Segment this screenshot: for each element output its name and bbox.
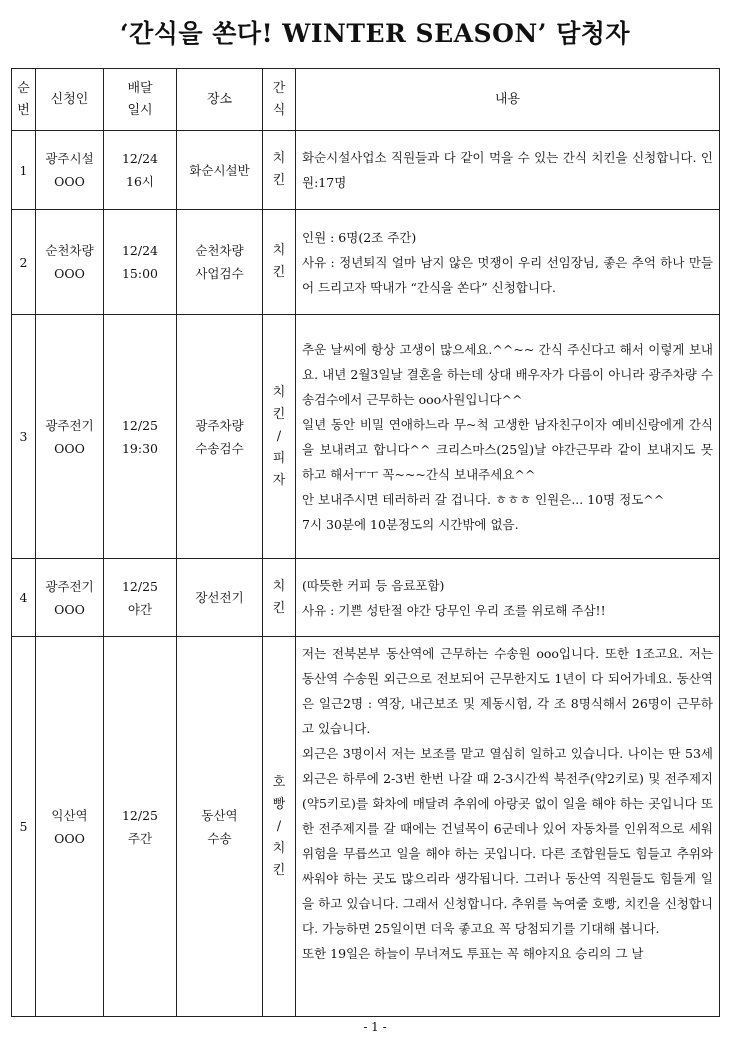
header-applicant: 신청인 (36, 69, 104, 131)
content-paragraph: 사유 : 정년퇴직 얼마 남지 않은 멋쟁이 우리 선임장님, 좋은 추억 하나 만들어 드리고자 딱내가 “간식을 쏜다” 신청합니다. (302, 254, 713, 295)
header-delivery-line: 일시 (127, 102, 153, 118)
content-paragraph: 저는 전북본부 동산역에 근무하는 수송원 ooo입니다. 또한 1조고요. 저는 동산역 수송원 외근으로 전보되어 근무한지도 1년이 다 되어가네요. 동산역은 일근2명 : 역장, 내근보조 및 제동시험, 각 조 8명식해서 26명이 근무하고 있습니다. (302, 646, 713, 736)
applicant-dept: 광주전기 (45, 417, 94, 433)
page-number: - 1 - (363, 1020, 387, 1034)
snack-char: 치 (272, 151, 286, 166)
place-line: 순천차량 (195, 243, 244, 258)
row-applicant (36, 559, 104, 637)
table-row (12, 637, 720, 1017)
row-delivery (104, 559, 177, 637)
applicant-dept: 광주시설 (45, 151, 94, 166)
row-content (296, 210, 720, 315)
applicant-dept: 익산역 (51, 807, 88, 823)
row-snack (263, 210, 296, 315)
content-paragraph: (따뜻한 커피 등 음료포함) (302, 577, 445, 593)
delivery-time: 19:30 (121, 440, 159, 456)
place-line: 광주차량 (195, 417, 244, 433)
header-content: 내용 (296, 69, 720, 131)
row-num: 2 (12, 210, 36, 315)
row-delivery (104, 210, 177, 315)
snack-char: / (276, 818, 282, 834)
row-applicant (36, 131, 104, 210)
content-paragraph: 추운 날씨에 항상 고생이 많으세요.^^~~ 간식 주신다고 해서 이렇게 보내요. 내년 2월3일날 결혼을 하는데 상대 배우자가 다름이 아니라 광주차량 수송검수에서 근무하는 ooo사원입니다^^ (302, 341, 713, 407)
header-delivery-line: 배달 (127, 80, 153, 96)
place-line: 수송 (207, 830, 232, 846)
delivery-time: 15:00 (121, 266, 159, 281)
applicant-name: OOO (54, 440, 85, 456)
row-content (296, 315, 720, 559)
row-snack (263, 131, 296, 210)
winners-table (11, 68, 720, 1017)
delivery-date: 12/25 (121, 417, 159, 433)
content-paragraph: 사유 : 기쁜 성탄절 야간 당무인 우리 조를 위로해 주삼!! (302, 602, 606, 618)
content-paragraph: 외근은 3명이서 저는 보조를 맡고 열심히 일하고 있습니다. 나이는 딴 53세 외근은 하루에 2-3번 한번 나갈 때 2-3시간씩 북전주(약2키로) 및 전주제지(약5키로)를 화차에 매달려 추위에 아랑곳 없이 일을 해야 하는 곳입니다 또한 전주제지를 갈 때에는 건널목이 6군데나 있어 자동차를 인위적으로 세워 위험을 무릅쓰고 일을 해야 하는 곳입니다. 다른 조합원들도 힘들고 추위와 싸워야 하는 곳도 많으리라 생각됩니다. 그러나 동산역 직원들도 힘들게 일을 하고 있습니다. 그래서 신청합니다. 추위를 녹여줄 호빵, 치킨을 신청합니다. 가능하면 25일이면 더욱 좋고요 꼭 당첨되기를 기대해 봅니다. (302, 746, 713, 936)
row-snack (263, 637, 296, 1017)
applicant-name: OOO (54, 601, 85, 617)
row-num: 3 (12, 315, 36, 559)
header-snack-line: 식 (272, 102, 286, 118)
content-paragraph: 7시 30분에 10분정도의 시간밖에 없음. (302, 516, 519, 532)
header-num-line: 순 (17, 80, 30, 96)
content-paragraph: 인원 : 6명(2조 주간) (302, 229, 417, 245)
row-num: 1 (12, 131, 36, 210)
snack-char: / (276, 428, 282, 444)
content-paragraph: 또한 19일은 하늘이 무너져도 투표는 꼭 해야지요 승리의 그 날 (302, 946, 644, 961)
table-header-row (12, 69, 720, 131)
row-applicant (36, 210, 104, 315)
row-applicant (36, 637, 104, 1017)
snack-char: 자 (272, 472, 286, 488)
applicant-dept: 광주전기 (45, 578, 94, 594)
content-paragraph: 화순시설사업소 직원들과 다 같이 먹을 수 있는 간식 치킨을 신청합니다. 인원:17명 (302, 150, 713, 190)
header-delivery (104, 69, 177, 131)
row-delivery (104, 315, 177, 559)
row-content (296, 131, 720, 210)
snack-char: 킨 (272, 406, 286, 422)
content-paragraph: 일년 동안 비밀 연애하느라 무~척 고생한 남자친구이자 예비신랑에게 간식을 보내려고 합니다^^ 크리스마스(25일)날 야간근무라 같이 보내지도 못하고 해서ㅜㅜ 꼭~~~간식 보내주세요^^ (302, 416, 713, 482)
row-delivery (104, 131, 177, 210)
delivery-time: 주간 (127, 830, 153, 846)
place-line: 화순시설반 (189, 162, 250, 178)
header-num (12, 69, 36, 131)
snack-char: 호 (272, 774, 286, 790)
row-num: 4 (12, 559, 36, 637)
applicant-name: OOO (54, 174, 85, 189)
row-place (177, 131, 263, 210)
row-place (177, 559, 263, 637)
delivery-date: 12/24 (121, 243, 159, 258)
applicant-name: OOO (54, 830, 85, 846)
snack-char: 킨 (272, 600, 286, 616)
snack-char: 킨 (272, 173, 286, 188)
row-content (296, 637, 720, 1017)
row-content (296, 559, 720, 637)
snack-char: 빵 (272, 796, 286, 812)
snack-char: 피 (272, 450, 286, 466)
snack-char: 킨 (272, 862, 286, 878)
delivery-date: 12/25 (121, 578, 159, 594)
header-place: 장소 (177, 69, 263, 131)
header-snack (263, 69, 296, 131)
place-line: 동산역 (201, 807, 238, 823)
place-line: 사업검수 (195, 266, 244, 281)
row-num: 5 (12, 637, 36, 1017)
table-row (12, 131, 720, 210)
delivery-time: 16시 (126, 174, 154, 189)
delivery-date: 12/24 (121, 151, 159, 166)
row-delivery (104, 637, 177, 1017)
snack-char: 킨 (272, 265, 286, 280)
applicant-dept: 순천차량 (45, 243, 94, 258)
table-row (12, 210, 720, 315)
snack-char: 치 (272, 243, 286, 258)
row-snack (263, 559, 296, 637)
delivery-date: 12/25 (121, 807, 159, 823)
place-line: 수송검수 (195, 440, 244, 456)
row-snack (263, 315, 296, 559)
table-row (12, 315, 720, 559)
applicant-name: OOO (54, 266, 85, 281)
content-paragraph: 안 보내주시면 테러하러 갈 겁니다. ㅎㅎㅎ 인원은... 10명 정도^^ (302, 491, 665, 507)
row-place (177, 637, 263, 1017)
snack-char: 치 (272, 578, 286, 594)
place-line: 장선전기 (195, 590, 244, 605)
document-title: ‘간식을 쏜다! WINTER SEASON’ 담청자 (119, 19, 631, 48)
table-row (12, 559, 720, 637)
delivery-time: 야간 (127, 601, 153, 617)
header-snack-line: 간 (272, 80, 286, 96)
header-num-line: 번 (17, 102, 30, 118)
row-applicant (36, 315, 104, 559)
snack-char: 치 (272, 840, 286, 856)
row-place (177, 210, 263, 315)
row-place (177, 315, 263, 559)
snack-char: 치 (272, 384, 286, 400)
